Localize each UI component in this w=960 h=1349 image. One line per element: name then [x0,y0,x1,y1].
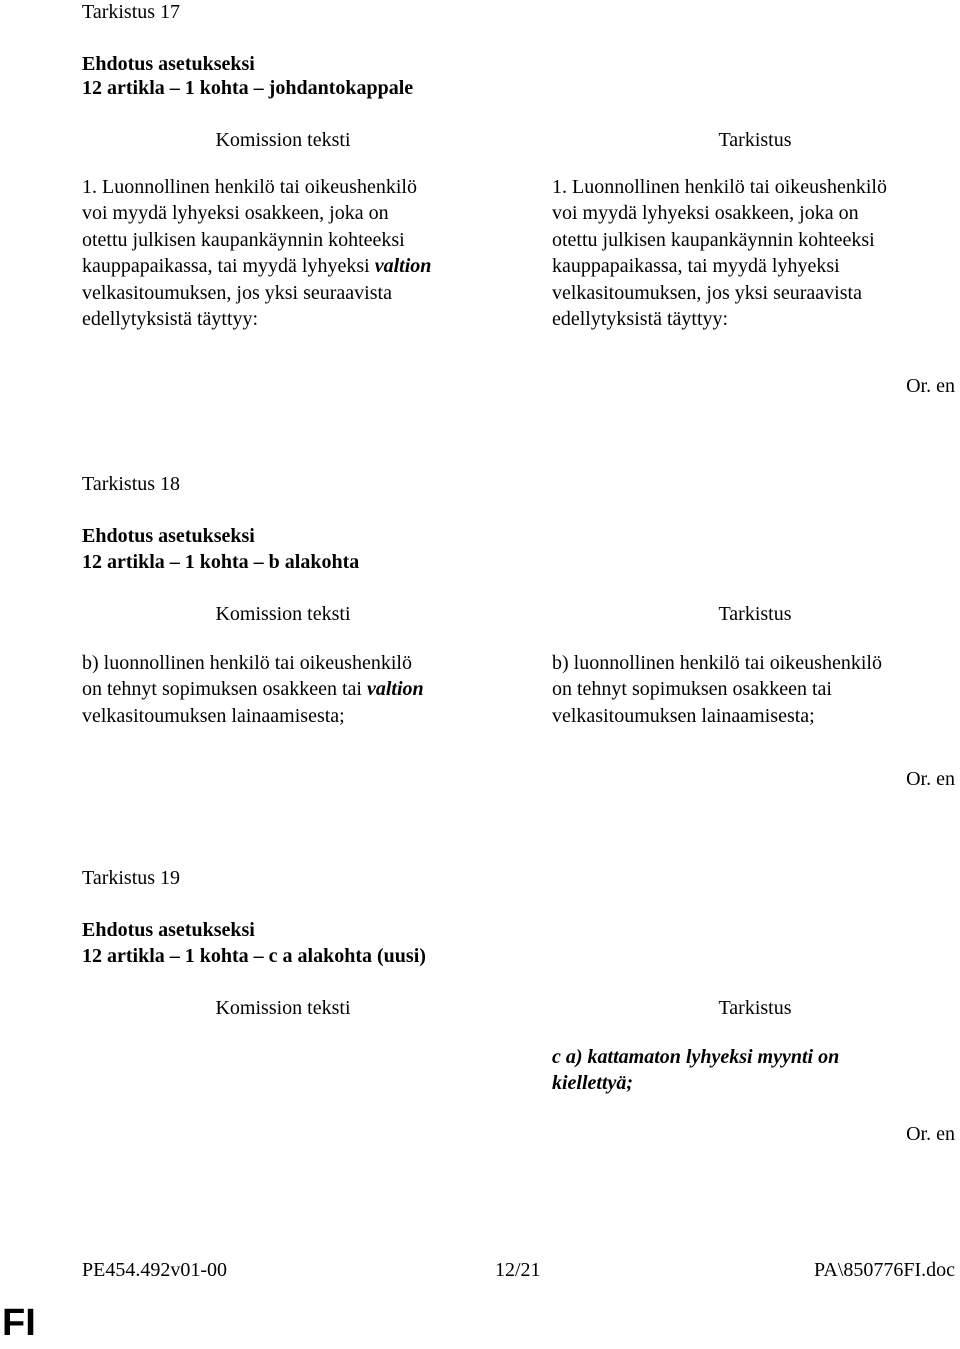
text-line [552,200,887,226]
text-run: b) luonnollinen henkilö tai oikeushenkilö [552,652,882,674]
text-run: 1. Luonnollinen henkilö tai oikeushenkilö [82,176,417,198]
text-run: velkasitoumuksen lainaamisesta; [552,704,815,727]
text-line [82,200,431,226]
amendment-column-heading: Tarkistus [718,603,792,625]
amendment-proposal: Ehdotus asetukseksi [82,525,255,547]
text-run: velkasitoumuksen, jos yksi seuraavista [82,281,392,304]
amendment-column-heading: Tarkistus [718,129,792,151]
original-language: Or. en [906,768,955,790]
commission-text-heading: Komission teksti [215,603,351,625]
text-line [552,280,887,306]
emphasized-text: kiellettyä; [552,1072,634,1095]
text-run: 1. Luonnollinen henkilö tai oikeushenkilö [552,176,887,198]
footer-file-name: PA\850776FI.doc [814,1259,955,1281]
emphasized-text: valtion [366,678,424,701]
text-line [82,253,431,279]
amendment-title: Tarkistus 17 [82,1,181,23]
commission-text-body [82,174,431,332]
amendment-reference: 12 artikla – 1 kohta – johdantokappale [82,77,414,99]
text-run: kauppapaikassa, tai myydä lyhyeksi [82,255,375,278]
amendment-title: Tarkistus 18 [82,473,181,495]
text-run: kauppapaikassa, tai myydä lyhyeksi [552,255,840,278]
text-run: voi myydä lyhyeksi osakkeen, joka on [552,202,859,225]
text-line [552,227,887,253]
amendment-column-heading: Tarkistus [718,997,792,1019]
text-run: velkasitoumuksen lainaamisesta; [82,704,345,727]
text-line [552,174,887,200]
text-run: otettu julkisen kaupankäynnin kohteeksi [552,228,875,251]
emphasized-text: c a) kattamaton lyhyeksi myynti on [552,1046,840,1068]
text-line [552,676,882,702]
text-line [82,174,431,200]
amendment-title: Tarkistus 19 [82,867,181,889]
text-line [552,703,882,729]
emphasized-text: valtion [374,255,432,278]
text-line [552,253,887,279]
text-line [552,650,882,676]
text-line [82,227,431,253]
text-line [552,1044,839,1070]
text-run: velkasitoumuksen, jos yksi seuraavista [552,281,862,304]
commission-text-heading: Komission teksti [215,997,351,1019]
amendment-text-body [552,1044,839,1097]
footer-doc-ref: PE454.492v01-00 [82,1259,227,1281]
amendment-proposal: Ehdotus asetukseksi [82,53,255,75]
text-run: otettu julkisen kaupankäynnin kohteeksi [82,228,405,251]
language-code: FI [2,1302,36,1344]
original-language: Or. en [906,1123,955,1145]
text-run: on tehnyt sopimuksen osakkeen tai [82,678,367,701]
text-line [82,650,424,676]
commission-text-heading: Komission teksti [215,129,351,151]
amendment-proposal: Ehdotus asetukseksi [82,919,255,941]
text-run: edellytyksistä täyttyy: [82,308,259,331]
text-run: b) luonnollinen henkilö tai oikeushenkilö [82,652,412,674]
text-run: voi myydä lyhyeksi osakkeen, joka on [82,202,389,225]
amendment-reference: 12 artikla – 1 kohta – c a alakohta (uusi) [82,945,426,967]
text-line [82,306,431,332]
text-line [552,1070,839,1096]
amendment-text-body [552,174,887,332]
original-language: Or. en [906,375,955,397]
text-line [82,676,424,702]
text-run: on tehnyt sopimuksen osakkeen tai [552,678,832,701]
text-line [552,306,887,332]
footer-page-number: 12/21 [495,1259,541,1281]
amendment-text-body [552,650,882,729]
commission-text-body [82,650,424,729]
text-line [82,703,424,729]
amendment-reference: 12 artikla – 1 kohta – b alakohta [82,551,360,573]
text-line [82,280,431,306]
text-run: edellytyksistä täyttyy: [552,308,729,331]
